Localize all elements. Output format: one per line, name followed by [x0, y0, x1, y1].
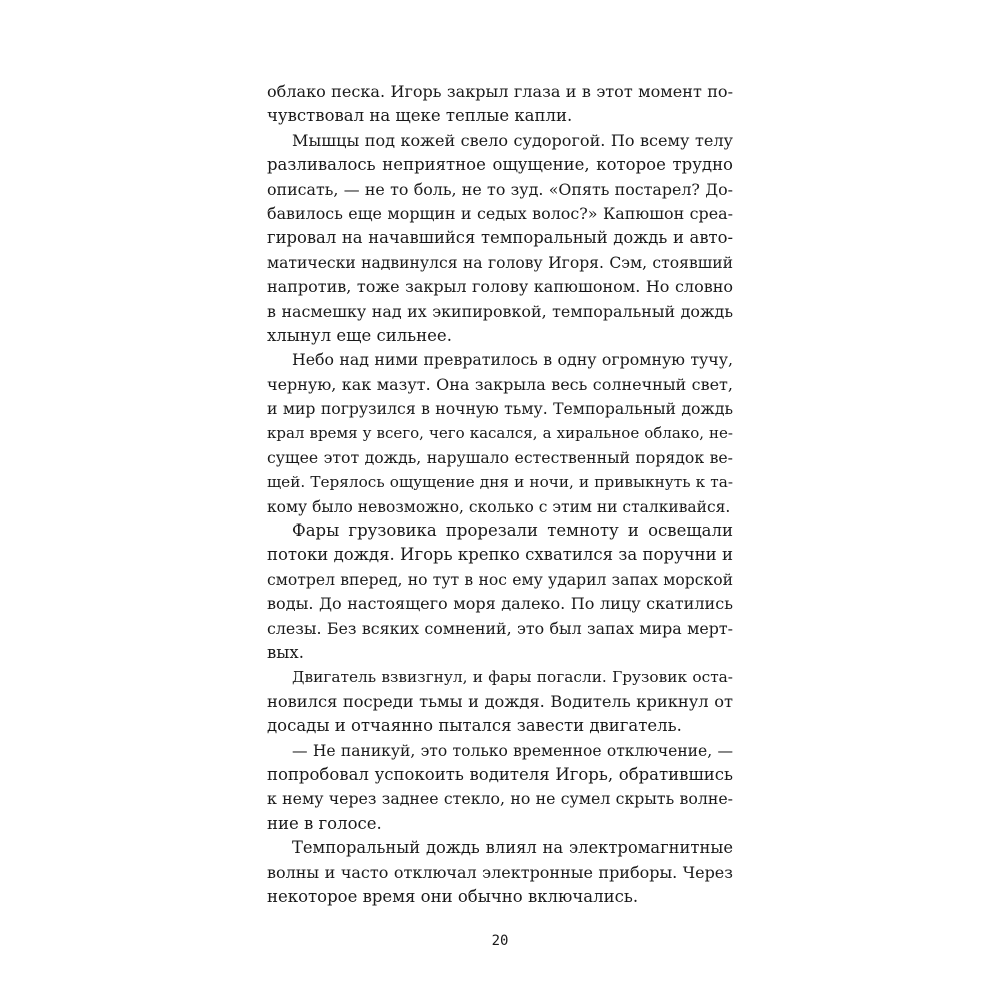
text-line: смотрел вперед, но тут в нос ему ударил запах морской	[267, 570, 733, 589]
text-line: матически надвинулся на голову Игоря. Сэм, стоявший	[267, 253, 733, 272]
text-line: бавилось еще морщин и седых волос?» Капюшон среа-	[267, 203, 733, 223]
paragraph	[267, 739, 733, 837]
text-line: Двигатель взвизгнул, и фары погасли. Грузовик оста-	[292, 668, 733, 687]
text-line: попробовал успокоить водителя Игорь, обратившись	[267, 764, 733, 784]
paragraph	[267, 129, 733, 349]
text-line: и мир погрузился в ночную тьму. Темпоральный дождь	[267, 399, 733, 419]
text-line: воды. До настоящего моря далеко. По лицу скатились	[267, 594, 733, 614]
text-line: новился посреди тьмы и дождя. Водитель крикнул от	[267, 691, 733, 711]
text-line: гировал на начавшийся темпоральный дождь и авто-	[267, 228, 733, 248]
page-number: 20	[491, 933, 509, 949]
paragraph	[267, 519, 733, 665]
text-line: — Не паникуй, это только временное отключение, —	[292, 741, 733, 760]
text-line: облако песка. Игорь закрыл глаза и в этот момент по-	[267, 82, 733, 101]
text-line: напротив, тоже закрыл голову капюшоном. Но словно	[267, 277, 733, 297]
paragraph	[267, 836, 733, 909]
body-text	[267, 80, 733, 909]
text-line: разливалось неприятное ощущение, которое трудно	[267, 155, 733, 175]
text-line: Мышцы под кожей свело судорогой. По всему телу	[292, 130, 733, 150]
text-line: в насмешку над их экипировкой, темпоральный дождь	[267, 301, 733, 321]
text-line: хлынул еще сильнее.	[267, 325, 452, 345]
text-line: потоки дождя. Игорь крепко схватился за поручни и	[267, 545, 733, 565]
text-line: слезы. Без всяких сомнений, это был запах мира мерт-	[267, 618, 733, 638]
paragraph	[267, 348, 733, 519]
text-line: кому было невозможно, сколько с этим ни сталкивайся.	[267, 497, 731, 516]
text-line: сущее этот дождь, нарушало естественный порядок ве-	[267, 447, 733, 467]
paragraph	[267, 80, 733, 129]
text-line: крал время у всего, чего касался, а хиральное облако, не-	[267, 424, 733, 443]
text-line: черную, как мазут. Она закрыла весь солнечный свет,	[267, 374, 733, 394]
text-line: Фары грузовика прорезали темноту и освещали	[292, 521, 733, 541]
text-line: чувствовал на щеке теплые капли.	[267, 106, 573, 126]
text-line: щей. Терялось ощущение дня и ночи, и привыкнуть к та-	[267, 473, 733, 492]
text-line: досады и отчаянно пытался завести двигатель.	[267, 716, 682, 736]
text-line: описать, — не то боль, не то зуд. «Опять постарел? До-	[267, 179, 733, 199]
text-line: ние в голосе.	[267, 813, 382, 833]
text-line: волны и часто отключал электронные приборы. Через	[267, 862, 733, 882]
text-line: вых.	[267, 642, 304, 662]
text-line: Темпоральный дождь влиял на электромагнитные	[292, 838, 733, 858]
text-line: некоторое время они обычно включались.	[267, 886, 639, 906]
text-line: Небо над ними превратилось в одну огромную тучу,	[292, 350, 733, 370]
paragraph	[267, 665, 733, 738]
text-line: к нему через заднее стекло, но не сумел скрыть волне-	[267, 789, 733, 809]
